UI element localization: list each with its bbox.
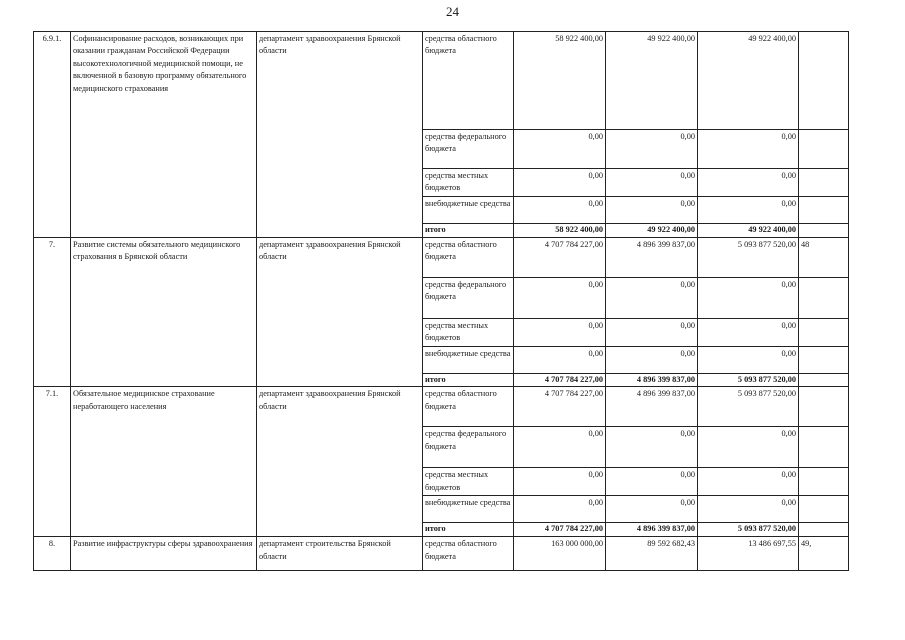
- section-number: 7.1.: [34, 387, 71, 537]
- amount-year-3: 5 093 877 520,00: [698, 373, 799, 387]
- section-number: 6.9.1.: [34, 32, 71, 238]
- extra-column: [799, 346, 849, 373]
- amount-year-2: 49 922 400,00: [606, 223, 698, 237]
- executor: департамент строительства Брянской области: [257, 537, 423, 571]
- amount-year-2: 0,00: [606, 496, 698, 523]
- amount-year-1: 58 922 400,00: [514, 32, 606, 130]
- amount-year-3: 0,00: [698, 427, 799, 468]
- amount-year-2: 0,00: [606, 277, 698, 318]
- executor: департамент здравоохранения Брянской области: [257, 237, 423, 387]
- funding-source: внебюджетные средства: [423, 346, 514, 373]
- amount-year-2: 4 896 399 837,00: [606, 237, 698, 277]
- amount-year-2: 89 592 682,43: [606, 537, 698, 571]
- funding-source: итого: [423, 373, 514, 387]
- funding-source: средства федерального бюджета: [423, 130, 514, 169]
- table-body: [34, 32, 849, 571]
- amount-year-1: 163 000 000,00: [514, 537, 606, 571]
- amount-year-3: 5 093 877 520,00: [698, 523, 799, 537]
- extra-column: [799, 223, 849, 237]
- funding-source: средства федерального бюджета: [423, 427, 514, 468]
- table-row: [34, 387, 849, 427]
- funding-source: средства местных бюджетов: [423, 318, 514, 346]
- funding-source: внебюджетные средства: [423, 196, 514, 223]
- table-row: [34, 537, 849, 571]
- funding-source: средства местных бюджетов: [423, 169, 514, 197]
- funding-source: средства областного бюджета: [423, 387, 514, 427]
- amount-year-1: 4 707 784 227,00: [514, 387, 606, 427]
- extra-column: [799, 468, 849, 496]
- executor: департамент здравоохранения Брянской области: [257, 387, 423, 537]
- amount-year-2: 0,00: [606, 196, 698, 223]
- funding-source: средства областного бюджета: [423, 537, 514, 571]
- amount-year-3: 0,00: [698, 318, 799, 346]
- amount-year-3: 0,00: [698, 169, 799, 197]
- amount-year-2: 0,00: [606, 427, 698, 468]
- amount-year-2: 0,00: [606, 346, 698, 373]
- section-name: Развитие инфраструктуры сферы здравоохранения: [71, 537, 257, 571]
- amount-year-1: 0,00: [514, 496, 606, 523]
- extra-column: [799, 130, 849, 169]
- amount-year-3: 0,00: [698, 496, 799, 523]
- executor: департамент здравоохранения Брянской области: [257, 32, 423, 238]
- section-name: Развитие системы обязательного медицинского страхования в Брянской области: [71, 237, 257, 387]
- extra-column: [799, 427, 849, 468]
- section-number: 8.: [34, 537, 71, 571]
- amount-year-2: 49 922 400,00: [606, 32, 698, 130]
- amount-year-2: 0,00: [606, 169, 698, 197]
- amount-year-3: 0,00: [698, 130, 799, 169]
- amount-year-1: 0,00: [514, 427, 606, 468]
- amount-year-2: 0,00: [606, 130, 698, 169]
- funding-source: средства местных бюджетов: [423, 468, 514, 496]
- extra-column: [799, 496, 849, 523]
- amount-year-3: 13 486 697,55: [698, 537, 799, 571]
- amount-year-2: 4 896 399 837,00: [606, 373, 698, 387]
- amount-year-3: 5 093 877 520,00: [698, 237, 799, 277]
- amount-year-1: 0,00: [514, 196, 606, 223]
- funding-source: итого: [423, 523, 514, 537]
- budget-table: [33, 31, 849, 571]
- amount-year-1: 0,00: [514, 169, 606, 197]
- funding-source: средства областного бюджета: [423, 237, 514, 277]
- funding-source: итого: [423, 223, 514, 237]
- table-row: [34, 237, 849, 277]
- amount-year-3: 0,00: [698, 468, 799, 496]
- extra-column: [799, 373, 849, 387]
- amount-year-3: 0,00: [698, 346, 799, 373]
- extra-column: [799, 169, 849, 197]
- amount-year-1: 0,00: [514, 468, 606, 496]
- extra-column: 48: [799, 237, 849, 277]
- section-number: 7.: [34, 237, 71, 387]
- extra-column: [799, 32, 849, 130]
- amount-year-1: 4 707 784 227,00: [514, 237, 606, 277]
- section-name: Обязательное медицинское страхование неработающего населения: [71, 387, 257, 537]
- amount-year-2: 4 896 399 837,00: [606, 523, 698, 537]
- extra-column: [799, 196, 849, 223]
- extra-column: [799, 277, 849, 318]
- amount-year-1: 4 707 784 227,00: [514, 373, 606, 387]
- amount-year-1: 0,00: [514, 318, 606, 346]
- section-name: Софинансирование расходов, возникающих при оказании гражданам Российской Федерации высокотехнологичной медицинской помощи, не включенной в базовую программу обязательного медицинского страхования: [71, 32, 257, 238]
- funding-source: средства федерального бюджета: [423, 277, 514, 318]
- amount-year-2: 0,00: [606, 318, 698, 346]
- funding-source: средства областного бюджета: [423, 32, 514, 130]
- page-number: 24: [446, 4, 459, 19]
- amount-year-2: 0,00: [606, 468, 698, 496]
- amount-year-1: 58 922 400,00: [514, 223, 606, 237]
- extra-column: [799, 387, 849, 427]
- table-row: [34, 32, 849, 130]
- amount-year-1: 0,00: [514, 346, 606, 373]
- funding-source: внебюджетные средства: [423, 496, 514, 523]
- amount-year-1: 0,00: [514, 277, 606, 318]
- amount-year-1: 0,00: [514, 130, 606, 169]
- extra-column: [799, 523, 849, 537]
- amount-year-3: 0,00: [698, 277, 799, 318]
- amount-year-3: 49 922 400,00: [698, 32, 799, 130]
- amount-year-3: 49 922 400,00: [698, 223, 799, 237]
- extra-column: [799, 318, 849, 346]
- amount-year-1: 4 707 784 227,00: [514, 523, 606, 537]
- extra-column: 49,: [799, 537, 849, 571]
- amount-year-2: 4 896 399 837,00: [606, 387, 698, 427]
- amount-year-3: 5 093 877 520,00: [698, 387, 799, 427]
- amount-year-3: 0,00: [698, 196, 799, 223]
